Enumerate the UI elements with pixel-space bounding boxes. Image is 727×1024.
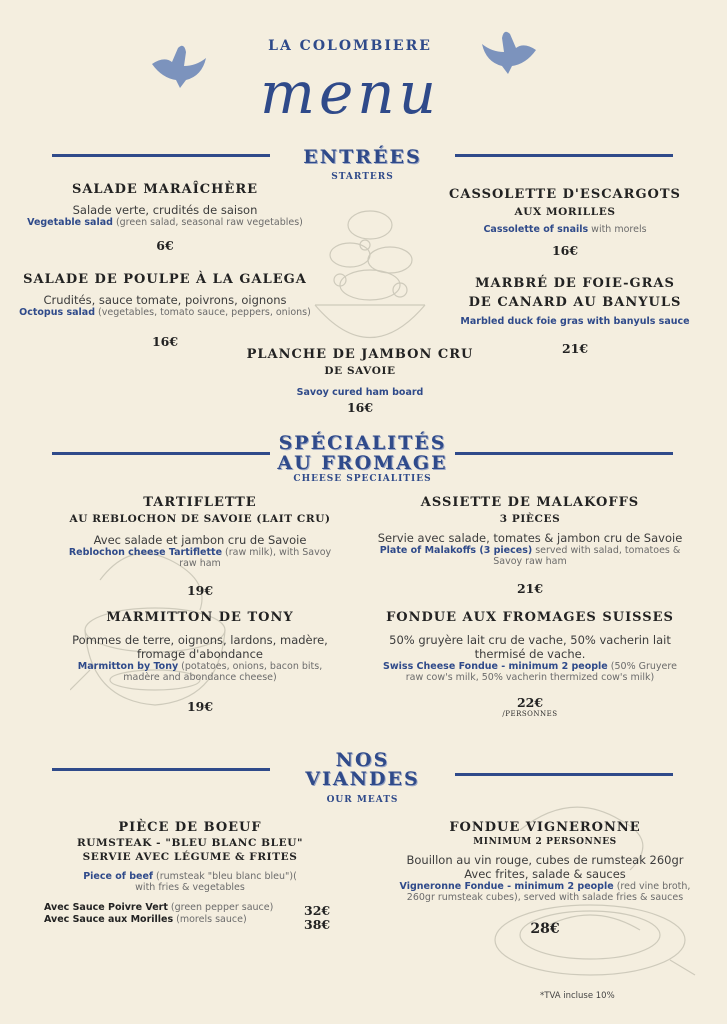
item-name-line2: DE CANARD AU BANYULS — [468, 295, 682, 310]
divider-line — [52, 154, 270, 157]
sauce-price: 38€ — [304, 917, 331, 932]
item-english: Cassolette of snails with morels — [483, 224, 647, 235]
dove-icon — [150, 42, 208, 90]
item-price: 21€ — [561, 341, 589, 356]
item-description: Bouillon au vin rouge, cubes de rumsteak 260gr — [406, 853, 684, 867]
item-subtitle: RUMSTEAK - "BLEU BLANC BLEU" — [76, 837, 304, 849]
sauce-price: 32€ — [304, 903, 331, 918]
item-subtitle: 3 PIÈCES — [499, 513, 561, 525]
sauce-option: Avec Sauce aux Morilles (morels sauce) — [44, 914, 247, 925]
item-price: 28€ — [530, 921, 560, 937]
item-price: 16€ — [551, 243, 579, 258]
menu-item — [50, 495, 350, 598]
item-name: SALADE DE POULPE À LA GALEGA — [23, 272, 307, 287]
item-english: Vegetable salad (green salad, seasonal raw vegetables) — [27, 217, 303, 228]
item-english: Reblochon cheese Tartiflette (raw milk), with Savoy — [68, 547, 332, 558]
item-english: Plate of Malakoffs (3 pieces) served with salad, tomatoes & — [379, 545, 681, 556]
menu-item — [50, 610, 350, 714]
menu-item — [385, 820, 705, 937]
menu-item — [230, 347, 490, 415]
item-english: Marbled duck foie gras with banyuls sauce — [460, 316, 690, 327]
menu-item — [40, 820, 340, 893]
item-name: ASSIETTE DE MALAKOFFS — [420, 495, 640, 510]
tva-note: *TVA incluse 10% — [540, 991, 615, 1001]
sauce-option: Avec Sauce Poivre Vert (green pepper sauce) — [44, 902, 274, 913]
item-price: 16€ — [151, 334, 179, 349]
section-subtitle-cheese: CHEESE SPECIALITIES — [293, 474, 432, 484]
item-name: FONDUE AUX FROMAGES SUISSES — [386, 610, 674, 625]
menu-item — [420, 187, 710, 258]
item-name: SALADE MARAÎCHÈRE — [71, 182, 259, 197]
item-price: 19€ — [186, 699, 214, 714]
menu-item — [420, 276, 727, 356]
section-title-viandes-line2: VIANDES — [305, 768, 420, 790]
item-english: Piece of beef (rumsteak "bleu blanc bleu")( — [83, 871, 297, 882]
item-subtitle: MINIMUM 2 PERSONNES — [473, 837, 617, 847]
item-description-line2: Avec frites, salade & sauces — [464, 867, 626, 881]
item-english: Octopus salad (vegetables, tomato sauce, peppers, onions) — [19, 307, 311, 318]
section-subtitle-meats: OUR MEATS — [326, 795, 399, 805]
item-price: 21€ — [516, 581, 544, 596]
item-english: Savoy cured ham board — [296, 387, 424, 398]
menu-item — [20, 182, 310, 253]
item-price: 6€ — [156, 238, 174, 253]
item-subtitle: AU REBLOCHON DE SAVOIE (LAIT CRU) — [69, 513, 331, 525]
item-description: 50% gruyère lait cru de vache, 50% vacherin lait — [389, 633, 671, 647]
item-english-line2: Savoy raw ham — [493, 556, 567, 567]
item-price-note: /PERSONNES — [502, 710, 558, 718]
section-title-fromage-line1: SPÉCIALITÉS — [278, 432, 447, 454]
item-english-line2: 260gr rumsteak cubes), served with salade fries & sauces — [406, 892, 684, 903]
divider-line — [455, 452, 673, 455]
divider-line — [455, 154, 673, 157]
menu-item — [360, 610, 700, 718]
item-description-line2: fromage d'abondance — [136, 647, 263, 661]
item-name: FONDUE VIGNERONNE — [449, 820, 641, 835]
item-english: Vigneronne Fondue - minimum 2 people (red vine broth, — [399, 881, 691, 892]
section-title-fromage-line2: AU FROMAGE — [277, 452, 448, 474]
salad-bowl-sketch — [300, 185, 440, 365]
item-english-line2: raw cow's milk, 50% vacherin thermized cow's milk) — [405, 672, 655, 683]
item-name: CASSOLETTE D'ESCARGOTS — [449, 187, 681, 202]
item-name: TARTIFLETTE — [143, 495, 257, 510]
menu-item — [10, 272, 320, 349]
item-description: Servie avec salade, tomates & jambon cru de Savoie — [377, 531, 683, 545]
menu-item — [370, 495, 690, 596]
item-description: Avec salade et jambon cru de Savoie — [93, 533, 307, 547]
item-name: PIÈCE DE BOEUF — [118, 820, 262, 835]
item-name: MARMITTON DE TONY — [106, 610, 294, 625]
divider-line — [52, 452, 270, 455]
section-subtitle-starters: STARTERS — [331, 172, 394, 182]
divider-line — [455, 773, 673, 776]
item-name: MARBRÉ DE FOIE-GRAS — [475, 276, 675, 291]
section-title-entrees: ENTRÉES — [303, 146, 422, 168]
item-description: Salade verte, crudités de saison — [72, 203, 258, 217]
item-description-line2: thermisé de vache. — [474, 647, 586, 661]
divider-line — [52, 768, 270, 771]
item-description: Crudités, sauce tomate, poivrons, oignons — [43, 293, 287, 307]
dove-icon — [480, 28, 538, 76]
item-subtitle: AUX MORILLES — [514, 206, 616, 218]
item-english-line2: madère and abondance cheese) — [123, 672, 277, 683]
menu-script-title: menu — [259, 59, 441, 127]
item-subtitle: DE SAVOIE — [324, 365, 396, 377]
item-price: 19€ — [186, 583, 214, 598]
item-english-line2: with fries & vegetables — [135, 882, 245, 893]
item-price: 16€ — [346, 400, 374, 415]
item-price: 22€ — [516, 695, 544, 710]
restaurant-name: LA COLOMBIERE — [268, 38, 432, 54]
item-description: Pommes de terre, oignons, lardons, madère, — [72, 633, 328, 647]
section-title-viandes-line1: NOS — [335, 749, 390, 771]
item-name: PLANCHE DE JAMBON CRU — [246, 347, 474, 362]
item-english-line2: raw ham — [179, 558, 221, 569]
item-subtitle-line2: SERVIE AVEC LÉGUME & FRITES — [82, 851, 298, 863]
item-english: Marmitton by Tony (potatoes, onions, bacon bits, — [77, 661, 323, 672]
item-english: Swiss Cheese Fondue - minimum 2 people (50% Gruyere — [383, 661, 677, 672]
